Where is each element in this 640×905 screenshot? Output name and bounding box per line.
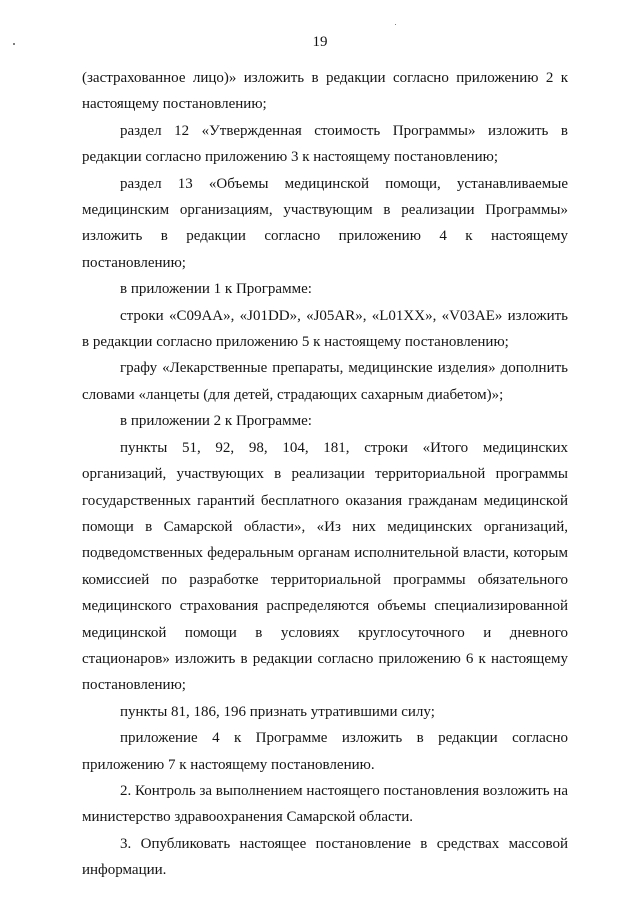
paragraph-items-void: пункты 81, 186, 196 признать утратившими силу; — [120, 703, 435, 720]
paragraph-section-12: раздел 12 «Утвержденная стоимость Программы» изложить в редакции согласно приложению 3 к настоящему постановлению; — [82, 122, 568, 166]
paragraph-control: 2. Контроль за выполнением настоящего постановления возложить на министерство здравоохранения Самарской области. — [82, 782, 568, 826]
page-number: 19 — [312, 34, 328, 50]
paragraph-appendix-1-heading: в приложении 1 к Программе: — [120, 281, 312, 298]
paragraph-appendix-4: приложение 4 к Программе изложить в редакции согласно приложению 7 к настоящему постановлению. — [82, 730, 568, 773]
document-body — [82, 65, 568, 884]
paragraph-appendix-2-items: пункты 51, 92, 98, 104, 181, строки «Итого медицинских организаций, участвующих в реализации территориальной программы государственных гарантий бесплатного оказания гражданам медицинской помощи в Самарской области», «Из них медицинских организаций, подведомственных федеральным органам исполнительной власти, которым комиссией по разработке территориальной программы обязательного медицинского страхования распределяются объемы специализированной медицинской помощи в условиях круглосуточного и дневного стационаров» изложить в редакции согласно приложению 6 к настоящему постановлению; — [82, 439, 568, 694]
paragraph-appendix-1-column: графу «Лекарственные препараты, медицинские изделия» дополнить словами «ланцеты (для детей, страдающих сахарным диабетом)»; — [82, 360, 568, 403]
paragraph-insured-person: (застрахованное лицо)» изложить в редакции согласно приложению 2 к настоящему постановлению; — [82, 70, 568, 113]
paragraph-section-13: раздел 13 «Объемы медицинской помощи, устанавливаемые медицинским организациям, участвующим в реализации Программы» изложить в редакции согласно приложению 4 к настоящему постановлению; — [82, 175, 568, 271]
paragraph-appendix-1-rows: строки «C09AA», «J01DD», «J05AR», «L01XX», «V03AE» изложить в редакции согласно приложению 5 к настоящему постановлению; — [82, 307, 568, 351]
scan-speck — [395, 24, 396, 25]
scan-speck — [13, 43, 15, 45]
paragraph-appendix-2-heading: в приложении 2 к Программе: — [120, 413, 312, 430]
paragraph-publish: 3. Опубликовать настоящее постановление в средствах массовой информации. — [82, 835, 568, 879]
